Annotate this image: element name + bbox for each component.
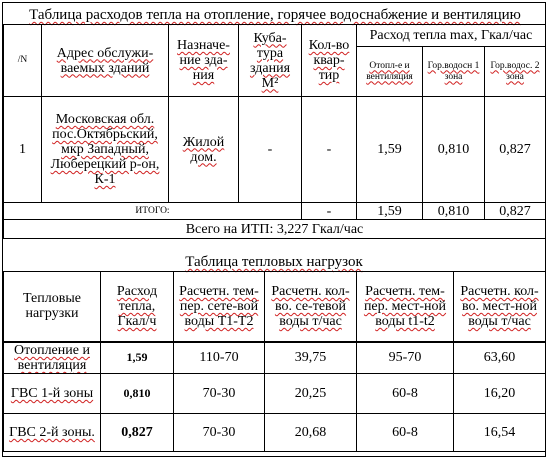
load-row-local-temp: 95-70 xyxy=(357,342,454,374)
network-temp-header: Расчетн. тем-пер. сете-вой воды Т1-Т2 xyxy=(174,272,265,342)
row-flow-zone2: 0,827 xyxy=(485,97,546,203)
load-row-network-water: 20,25 xyxy=(265,374,357,414)
col-apartments-header: Кол-во квар-тир xyxy=(302,25,357,97)
row-flow-heating: 1,59 xyxy=(357,97,423,203)
load-row-name: ГВС 1-й зоны xyxy=(4,374,101,414)
local-water-header: Расчетн. кол-во. мест-ной воды т/час xyxy=(454,272,546,342)
total-apartments: - xyxy=(302,203,357,220)
row-purpose: Жилой дом. xyxy=(169,97,239,203)
total-flow-zone1: 0,810 xyxy=(423,203,485,220)
load-row-flow: 0,810 xyxy=(101,374,174,414)
load-row-network-temp: 110-70 xyxy=(174,342,265,374)
load-row-local-water: 16,20 xyxy=(454,374,546,414)
load-row-name: Отопление и вентиляция xyxy=(4,342,101,374)
row-apartments: - xyxy=(302,97,357,203)
total-flow-heating: 1,59 xyxy=(357,203,423,220)
load-row-network-temp: 70-30 xyxy=(174,414,265,452)
local-temp-header: Расчетн. тем-пер. мест-ной воды t1-t2 xyxy=(357,272,454,342)
total-label: ИТОГО: xyxy=(4,203,302,220)
row-address: Московская обл. пос.Октябрьский, мкр Западный, Люберецкий р-он, К-1 xyxy=(42,97,169,203)
row-volume: - xyxy=(239,97,302,203)
load-row-local-temp: 60-8 xyxy=(357,414,454,452)
load-type-header: Тепловые нагрузки xyxy=(4,272,101,342)
col-address-header: Адрес обслужи-ваемых зданий xyxy=(42,25,169,97)
load-row-local-water: 63,60 xyxy=(454,342,546,374)
load-row-name: ГВС 2-й зоны. xyxy=(4,414,101,452)
col-flow-header: Расход тепла max, Гкал/час xyxy=(357,25,546,47)
col-flow-heating-header: Отопл-е и вентиляция xyxy=(357,47,423,97)
table2-title: Таблица тепловых нагрузок xyxy=(185,254,363,270)
row-num: 1 xyxy=(4,97,42,203)
col-flow-zone2-header: Гор.водос. 2 зона xyxy=(485,47,546,97)
heat-consumption-table xyxy=(3,24,546,239)
col-volume-header: Куба-тура здания М² xyxy=(239,25,302,97)
network-water-header: Расчетн. кол-во. се-тевой воды т/час xyxy=(265,272,357,342)
heat-flow-header: Расход тепла, Гкал/ч xyxy=(101,272,174,342)
load-row-network-water: 20,68 xyxy=(265,414,357,452)
col-num-header: /N xyxy=(4,25,42,97)
load-row-flow: 1,59 xyxy=(101,342,174,374)
total-flow-zone2: 0,827 xyxy=(485,203,546,220)
thermal-load-table xyxy=(3,271,546,452)
load-row-local-temp: 60-8 xyxy=(357,374,454,414)
grand-total: Всего на ИТП: 3,227 Гкал/час xyxy=(4,220,546,239)
table1-title: Таблица расходов тепла на отопление, горячее водоснабжение и вентиляцию xyxy=(29,7,521,23)
col-flow-zone1-header: Гор.водосн 1 зона xyxy=(423,47,485,97)
load-row-flow: 0,827 xyxy=(101,414,174,452)
col-purpose-header: Назначе-ние зда-ния xyxy=(169,25,239,97)
load-row-network-water: 39,75 xyxy=(265,342,357,374)
load-row-local-water: 16,54 xyxy=(454,414,546,452)
row-flow-zone1: 0,810 xyxy=(423,97,485,203)
load-row-network-temp: 70-30 xyxy=(174,374,265,414)
